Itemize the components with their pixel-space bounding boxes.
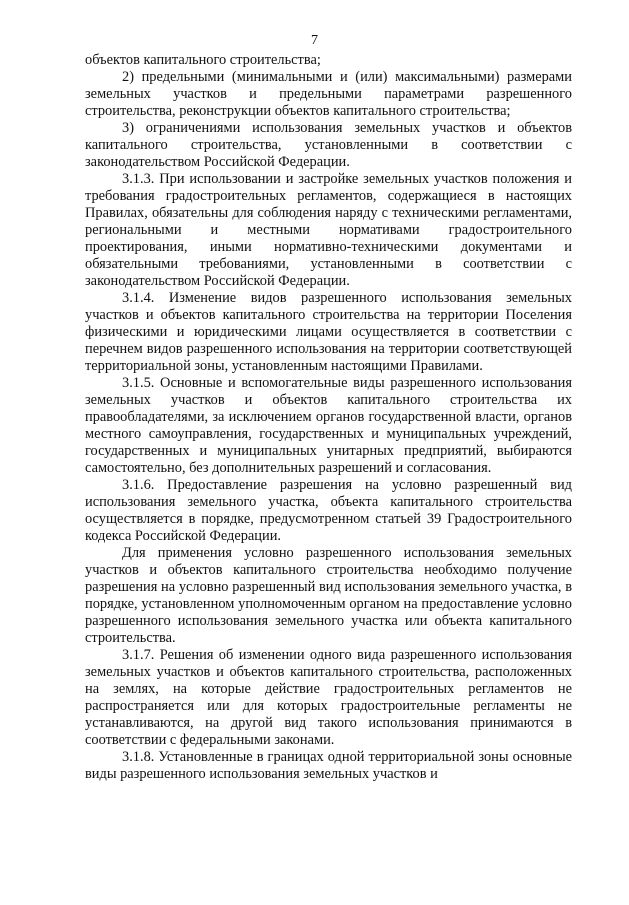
paragraph-3-1-3: 3.1.3. При использовании и застройке земельных участков положения и требования градостроительных регламентов, содержащиеся в настоящих Правилах, обязательны для соблюдения наряду с техническими регламентами, региональными и местными нормативами градостроительного проектирования, иными нормативно-техническими документами и обязательными требованиями, установленными в соответствии с законодательством Российской Федерации. <box>85 171 572 289</box>
paragraph-3-1-4: 3.1.4. Изменение видов разрешенного использования земельных участков и объектов капитального строительства на территории Поселения физическими и юридическими лицами осуществляется в соответствии с перечнем видов разрешенного использования на территории соответствующей территориальной зоны, установленным настоящими Правилами. <box>85 290 572 374</box>
paragraph-item-2: 2) предельными (минимальными и (или) максимальными) размерами земельных участков и предельными параметрами разрешенного строительства, реконструкции объектов капитального строительства; <box>85 69 572 119</box>
document-body <box>85 52 572 783</box>
paragraph-3-1-8: 3.1.8. Установленные в границах одной территориальной зоны основные виды разрешенного использования земельных участков и <box>85 749 572 782</box>
paragraph-conditional-use: Для применения условно разрешенного использования земельных участков и объектов капитального строительства необходимо получение разрешения на условно разрешенный вид использования земельного участка, в порядке, установленном уполномоченным органом на предоставление условно разрешенного использования земельного участка или объекта капитального строительства. <box>85 545 572 646</box>
paragraph-3-1-5: 3.1.5. Основные и вспомогательные виды разрешенного использования земельных участков и объектов капитального строительства их правообладателями, за исключением органов государственной власти, органов местного самоуправления, государственных и муниципальных учреждений, государственных и муниципальных унитарных предприятий, выбираются самостоятельно, без дополнительных разрешений и согласования. <box>85 375 572 476</box>
paragraph-3-1-7: 3.1.7. Решения об изменении одного вида разрешенного использования земельных участков и объектов капитального строительства, расположенных на землях, на которые действие градостроительных регламентов не распространяется или для которых градостроительные регламенты не устанавливаются, на другой вид такого использования принимаются в соответствии с федеральными законами. <box>85 647 572 748</box>
paragraph-continuation: объектов капитального строительства; <box>85 52 321 68</box>
page-number: 7 <box>311 33 318 48</box>
paragraph-3-1-6: 3.1.6. Предоставление разрешения на условно разрешенный вид использования земельного участка, объекта капитального строительства осуществляется в порядке, предусмотренном статьей 39 Градостроительного кодекса Российской Федерации. <box>85 477 572 544</box>
paragraph-item-3: 3) ограничениями использования земельных участков и объектов капитального строительства, установленными в соответствии с законодательством Российской Федерации. <box>85 120 572 170</box>
